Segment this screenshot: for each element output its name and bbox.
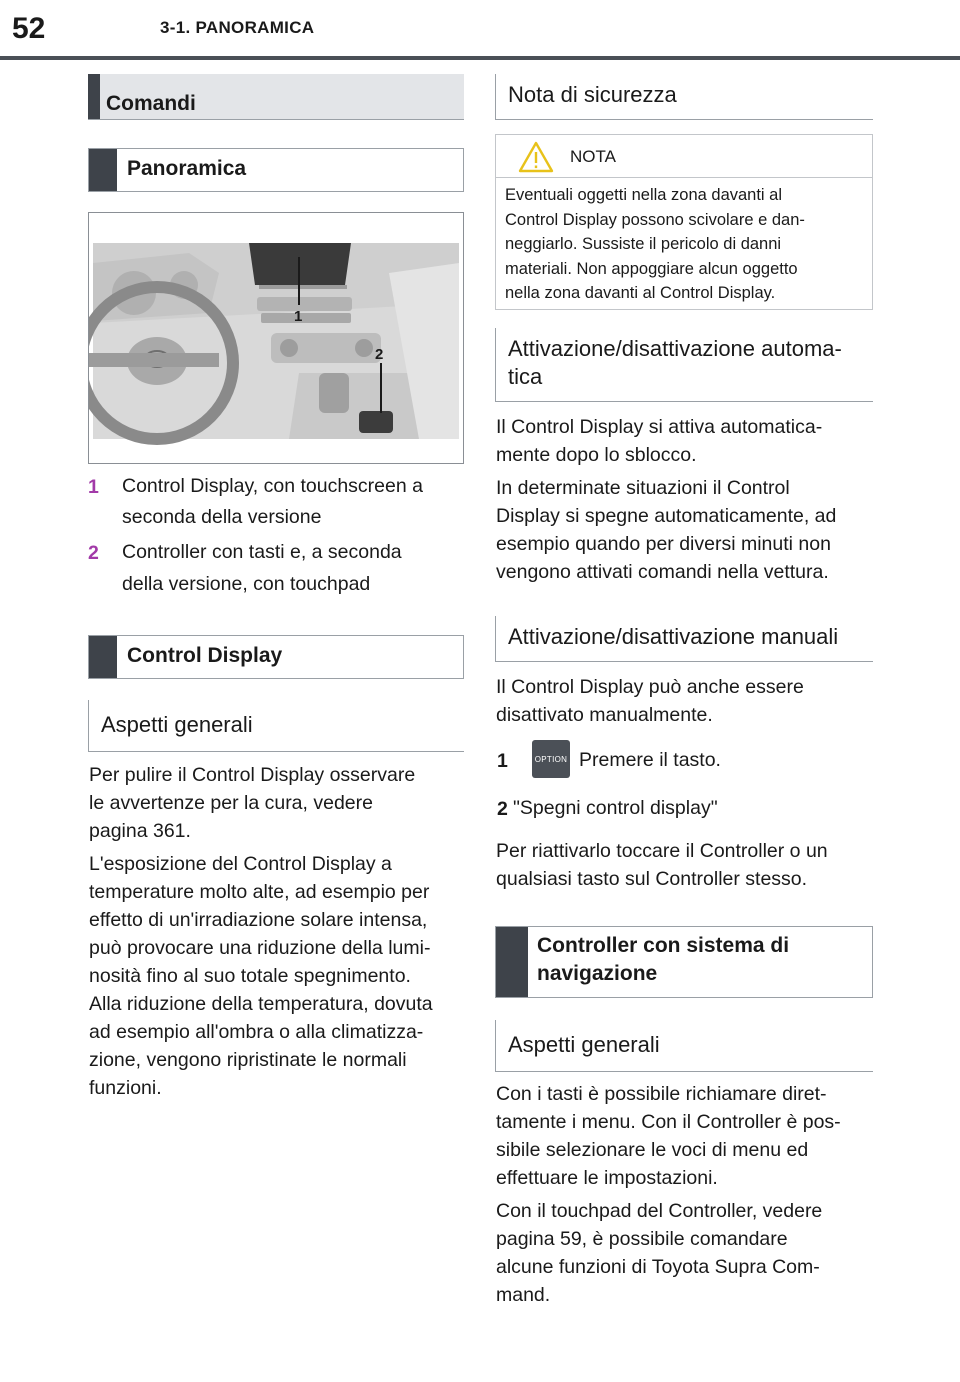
list-item-text: della versione, con touchpad bbox=[122, 573, 371, 595]
heading-bar bbox=[89, 149, 117, 191]
step-number: 2 bbox=[497, 798, 508, 820]
note-title: NOTA bbox=[570, 147, 616, 166]
note-box bbox=[495, 134, 873, 310]
paragraph: ad esempio all'ombra o alla climatizza- bbox=[89, 1021, 424, 1043]
paragraph: Con il touchpad del Controller, vedere bbox=[496, 1200, 823, 1222]
heading-panoramica bbox=[88, 148, 464, 192]
heading-comandi bbox=[88, 74, 464, 120]
heading-panoramica-text: Panoramica bbox=[127, 157, 247, 180]
step-number: 1 bbox=[497, 750, 508, 772]
paragraph: può provocare una riduzione della lumi- bbox=[89, 937, 431, 959]
note-line: Control Display possono scivolare e dan- bbox=[505, 210, 805, 229]
paragraph: Per pulire il Control Display osservare bbox=[89, 764, 416, 786]
paragraph: zione, vengono ripristinate le normali bbox=[89, 1049, 407, 1071]
paragraph: Con i tasti è possibile richiamare diret- bbox=[496, 1083, 827, 1105]
paragraph: effetto di un'irradiazione solare intensa, bbox=[89, 909, 428, 931]
paragraph: Per riattivarlo toccare il Controller o un bbox=[496, 840, 828, 862]
dashboard-drawing bbox=[89, 213, 463, 463]
paragraph: Il Control Display può anche essere bbox=[496, 676, 804, 698]
list-number: 1 bbox=[88, 476, 99, 498]
heading-bar bbox=[89, 636, 117, 678]
note-line: neggiarlo. Sussiste il pericolo di danni bbox=[505, 235, 782, 253]
option-button-icon bbox=[532, 740, 570, 778]
paragraph: funzioni. bbox=[89, 1077, 162, 1099]
paragraph: pagina 361. bbox=[89, 820, 191, 842]
page-number: 52 bbox=[12, 12, 46, 45]
list-item-text: seconda della versione bbox=[122, 506, 322, 528]
heading-control-display bbox=[88, 635, 464, 679]
paragraph: qualsiasi tasto sul Controller stesso. bbox=[496, 868, 808, 890]
step-text: "Spegni control display" bbox=[513, 797, 718, 819]
paragraph: nosità fino al suo totale spegnimento. bbox=[89, 965, 411, 987]
note-line: nella zona davanti al Control Display. bbox=[505, 284, 776, 302]
list-item-text: Control Display, con touchscreen a bbox=[122, 475, 423, 497]
callout-2: 2 bbox=[375, 346, 384, 363]
paragraph: mente dopo lo sblocco. bbox=[496, 444, 697, 466]
option-button-label: OPTION bbox=[534, 755, 568, 764]
paragraph: tamente i menu. Con il Controller è pos- bbox=[496, 1111, 841, 1133]
heading-aspetti-generali-text: Aspetti generali bbox=[101, 712, 253, 737]
paragraph: sibile selezionare le voci di menu ed bbox=[496, 1139, 809, 1161]
note-divider bbox=[496, 177, 872, 178]
heading-controller-navigazione bbox=[495, 926, 873, 998]
list-item-text: Controller con tasti e, a seconda bbox=[122, 541, 402, 563]
heading-auto-line1: Attivazione/disattivazione automa- bbox=[508, 336, 842, 361]
paragraph: Alla riduzione della temperatura, dovuta bbox=[89, 993, 433, 1015]
heading-nota-sicurezza bbox=[495, 74, 873, 120]
paragraph: Il Control Display si attiva automatica- bbox=[496, 416, 823, 438]
paragraph: L'esposizione del Control Display a bbox=[89, 853, 392, 875]
paragraph: Display si spegne automaticamente, ad bbox=[496, 505, 837, 527]
paragraph: pagina 59, è possibile comandare bbox=[496, 1228, 788, 1250]
heading-aspetti-generali-2-text: Aspetti generali bbox=[508, 1032, 660, 1057]
heading-aspetti-generali bbox=[88, 700, 464, 752]
step-text: Premere il tasto. bbox=[579, 749, 721, 771]
paragraph: disattivato manualmente. bbox=[496, 704, 713, 726]
heading-bar bbox=[496, 927, 528, 997]
note-line: Eventuali oggetti nella zona davanti al bbox=[505, 186, 783, 204]
heading-controller-line2: navigazione bbox=[537, 962, 658, 985]
list-number: 2 bbox=[88, 542, 99, 564]
heading-bar bbox=[88, 74, 100, 120]
callout-1: 1 bbox=[294, 308, 303, 325]
heading-underline bbox=[88, 119, 464, 120]
paragraph: mand. bbox=[496, 1284, 551, 1306]
heading-auto-line2: tica bbox=[508, 364, 543, 389]
warning-icon bbox=[518, 141, 554, 173]
heading-attivazione-manuali bbox=[495, 616, 873, 662]
note-line: materiali. Non appoggiare alcun oggetto bbox=[505, 259, 798, 278]
paragraph: vengono attivati comandi nella vettura. bbox=[496, 561, 829, 583]
paragraph: temperature molto alte, ad esempio per bbox=[89, 881, 430, 903]
heading-comandi-text: Comandi bbox=[106, 92, 196, 115]
heading-controller-line1: Controller con sistema di bbox=[537, 934, 790, 957]
heading-nota-sicurezza-text: Nota di sicurezza bbox=[508, 82, 677, 107]
heading-control-display-text: Control Display bbox=[127, 644, 283, 667]
heading-attivazione-automatica bbox=[495, 328, 873, 402]
paragraph: In determinate situazioni il Control bbox=[496, 477, 790, 499]
header-rule bbox=[0, 56, 960, 60]
section-title: 3-1. PANORAMICA bbox=[160, 18, 315, 37]
paragraph: alcune funzioni di Toyota Supra Com- bbox=[496, 1256, 820, 1278]
paragraph: le avvertenze per la cura, vedere bbox=[89, 792, 373, 814]
dashboard-illustration bbox=[88, 212, 464, 464]
heading-aspetti-generali-2 bbox=[495, 1020, 873, 1072]
paragraph: effettuare le impostazioni. bbox=[496, 1167, 718, 1189]
paragraph: esempio quando per diversi minuti non bbox=[496, 533, 831, 555]
note-text bbox=[505, 183, 865, 306]
heading-manuali-text: Attivazione/disattivazione manuali bbox=[508, 624, 839, 649]
